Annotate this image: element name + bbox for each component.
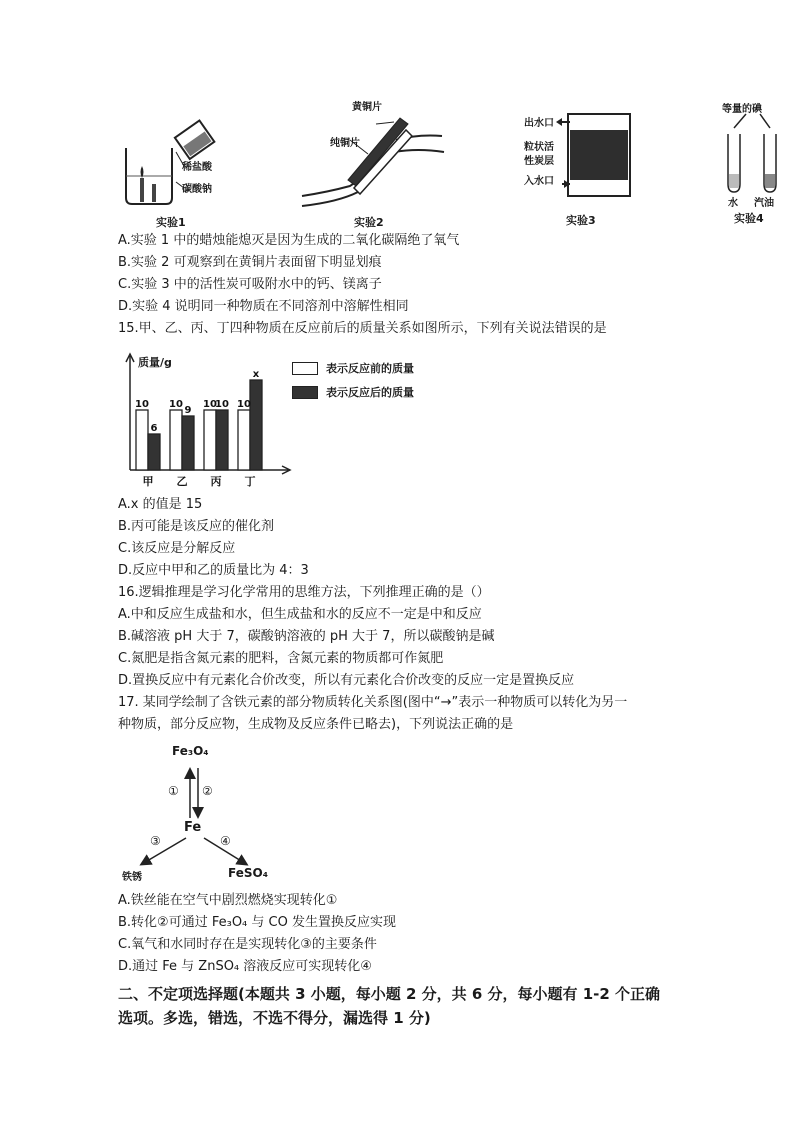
outlet-label: 出水口 <box>524 118 554 129</box>
bar-label-after-3: x <box>252 369 260 380</box>
bar-before-0 <box>136 410 148 470</box>
bar-label-before-0: 10 <box>135 399 149 410</box>
bar-before-1 <box>170 410 182 470</box>
legend-before-swatch <box>292 362 318 375</box>
experiment-4-caption: 实验4 <box>734 212 764 225</box>
legend-after <box>292 384 414 400</box>
q17-stem-line-1: 17. 某同学绘制了含铁元素的部分物质转化关系图(图中“→”表示一种物质可以转化为另一 <box>118 695 628 710</box>
q14-option-c: C.实验 3 中的活性炭可吸附水中的钙、镁离子 <box>118 277 382 292</box>
q15-option-a: A.x 的值是 15 <box>118 497 203 512</box>
q17-option-d: D.通过 Fe 与 ZnSO₄ 溶液反应可实现转化④ <box>118 959 372 974</box>
bar-after-0 <box>148 434 160 470</box>
q16-option-c: C.氮肥是指含氮元素的肥料，含氮元素的物质都可作氮肥 <box>118 651 444 666</box>
q14-option-b: B.实验 2 可观察到在黄铜片表面留下明显划痕 <box>118 255 382 270</box>
experiment-3-caption: 实验3 <box>566 214 596 227</box>
carbon-label-2: 性炭层 <box>524 156 554 167</box>
bar-after-1 <box>182 416 194 470</box>
node-fe: Fe <box>184 820 202 835</box>
bar-label-before-2: 10 <box>203 399 217 410</box>
iron-conversion-diagram <box>120 742 270 888</box>
section-2-heading-line-2: 选项。多选，错选，不选不得分，漏选得 1 分) <box>118 1009 431 1027</box>
bar-label-before-3: 10 <box>237 399 251 410</box>
q17-option-b: B.转化②可通过 Fe₃O₄ 与 CO 发生置换反应实现 <box>118 915 396 930</box>
q17-option-c: C.氧气和水同时存在是实现转化③的主要条件 <box>118 937 377 952</box>
copper-label: 纯铜片 <box>330 138 360 149</box>
bar-label-after-1: 9 <box>184 405 192 416</box>
q14-option-a: A.实验 1 中的蜡烛能熄灭是因为生成的二氧化碳隔绝了氧气 <box>118 233 460 248</box>
step-1-label: ① <box>168 784 179 798</box>
category-label-2: 丙 <box>210 475 222 488</box>
experiment-3-figure <box>524 106 644 230</box>
experiment-2-drawing <box>298 96 448 230</box>
q14-option-d: D.实验 4 说明同一种物质在不同溶剂中溶解性相同 <box>118 299 409 314</box>
bar-after-3 <box>250 380 262 470</box>
legend-after-label: 表示反应后的质量 <box>326 386 414 399</box>
q17-option-a: A.铁丝能在空气中剧烈燃烧实现转化① <box>118 893 338 908</box>
gasoline-label: 汽油 <box>754 198 774 209</box>
node-rust: 铁锈 <box>122 872 142 883</box>
legend-before-label: 表示反应前的质量 <box>326 362 414 375</box>
q16-option-b: B.碱溶液 pH 大于 7，碳酸钠溶液的 pH 大于 7，所以碳酸钠是碱 <box>118 629 495 644</box>
category-label-1: 乙 <box>176 475 188 488</box>
step-3-label: ③ <box>150 834 161 848</box>
node-feso4: FeSO₄ <box>228 866 268 880</box>
legend-before <box>292 360 414 376</box>
acid-label: 稀盐酸 <box>182 162 212 173</box>
experiment-1-caption: 实验1 <box>156 216 186 229</box>
bar-label-after-2: 10 <box>215 399 229 410</box>
legend-after-swatch <box>292 386 318 399</box>
step-2-label: ② <box>202 784 213 798</box>
bar-before-2 <box>204 410 216 470</box>
experiment-4-figure <box>720 98 790 230</box>
q16-stem: 16.逻辑推理是学习化学常用的思维方法，下列推理正确的是（） <box>118 585 490 600</box>
q17-stem-line-2: 种物质，部分反应物，生成物及反应条件已略去)，下列说法正确的是 <box>118 717 514 732</box>
experiment-1-figure <box>118 118 228 230</box>
bar-label-after-0: 6 <box>150 423 158 434</box>
bar-after-2 <box>216 410 228 470</box>
carbon-label-1: 粒状活 <box>524 142 554 153</box>
node-fe3o4: Fe₃O₄ <box>172 744 209 758</box>
step-4-label: ④ <box>220 834 231 848</box>
inlet-label: 入水口 <box>524 176 554 187</box>
q16-option-a: A.中和反应生成盐和水，但生成盐和水的反应不一定是中和反应 <box>118 607 482 622</box>
q15-stem: 15.甲、乙、丙、丁四种物质在反应前后的质量关系如图所示，下列有关说法错误的是 <box>118 321 607 336</box>
q15-option-d: D.反应中甲和乙的质量比为 4：3 <box>118 563 309 578</box>
q15-option-b: B.丙可能是该反应的催化剂 <box>118 519 275 534</box>
experiment-2-caption: 实验2 <box>354 216 384 229</box>
section-2-heading-line-1: 二、不定项选择题(本题共 3 小题，每小题 2 分，共 6 分，每小题有 1-2 个正确 <box>118 985 661 1003</box>
mass-bar-chart <box>118 348 448 496</box>
water-label: 水 <box>728 198 738 209</box>
bar-before-3 <box>238 410 250 470</box>
q15-option-c: C.该反应是分解反应 <box>118 541 236 556</box>
category-label-0: 甲 <box>142 475 154 488</box>
bar-label-before-1: 10 <box>169 399 183 410</box>
q16-option-d: D.置换反应中有元素化合价改变，所以有元素化合价改变的反应一定是置换反应 <box>118 673 575 688</box>
experiment-2-figure <box>298 96 448 230</box>
category-label-3: 丁 <box>244 475 256 488</box>
carbonate-label: 碳酸钠 <box>182 184 212 195</box>
iodine-label: 等量的碘 <box>722 104 762 115</box>
y-axis-label: 质量/g <box>138 356 172 369</box>
brass-label: 黄铜片 <box>352 102 382 113</box>
